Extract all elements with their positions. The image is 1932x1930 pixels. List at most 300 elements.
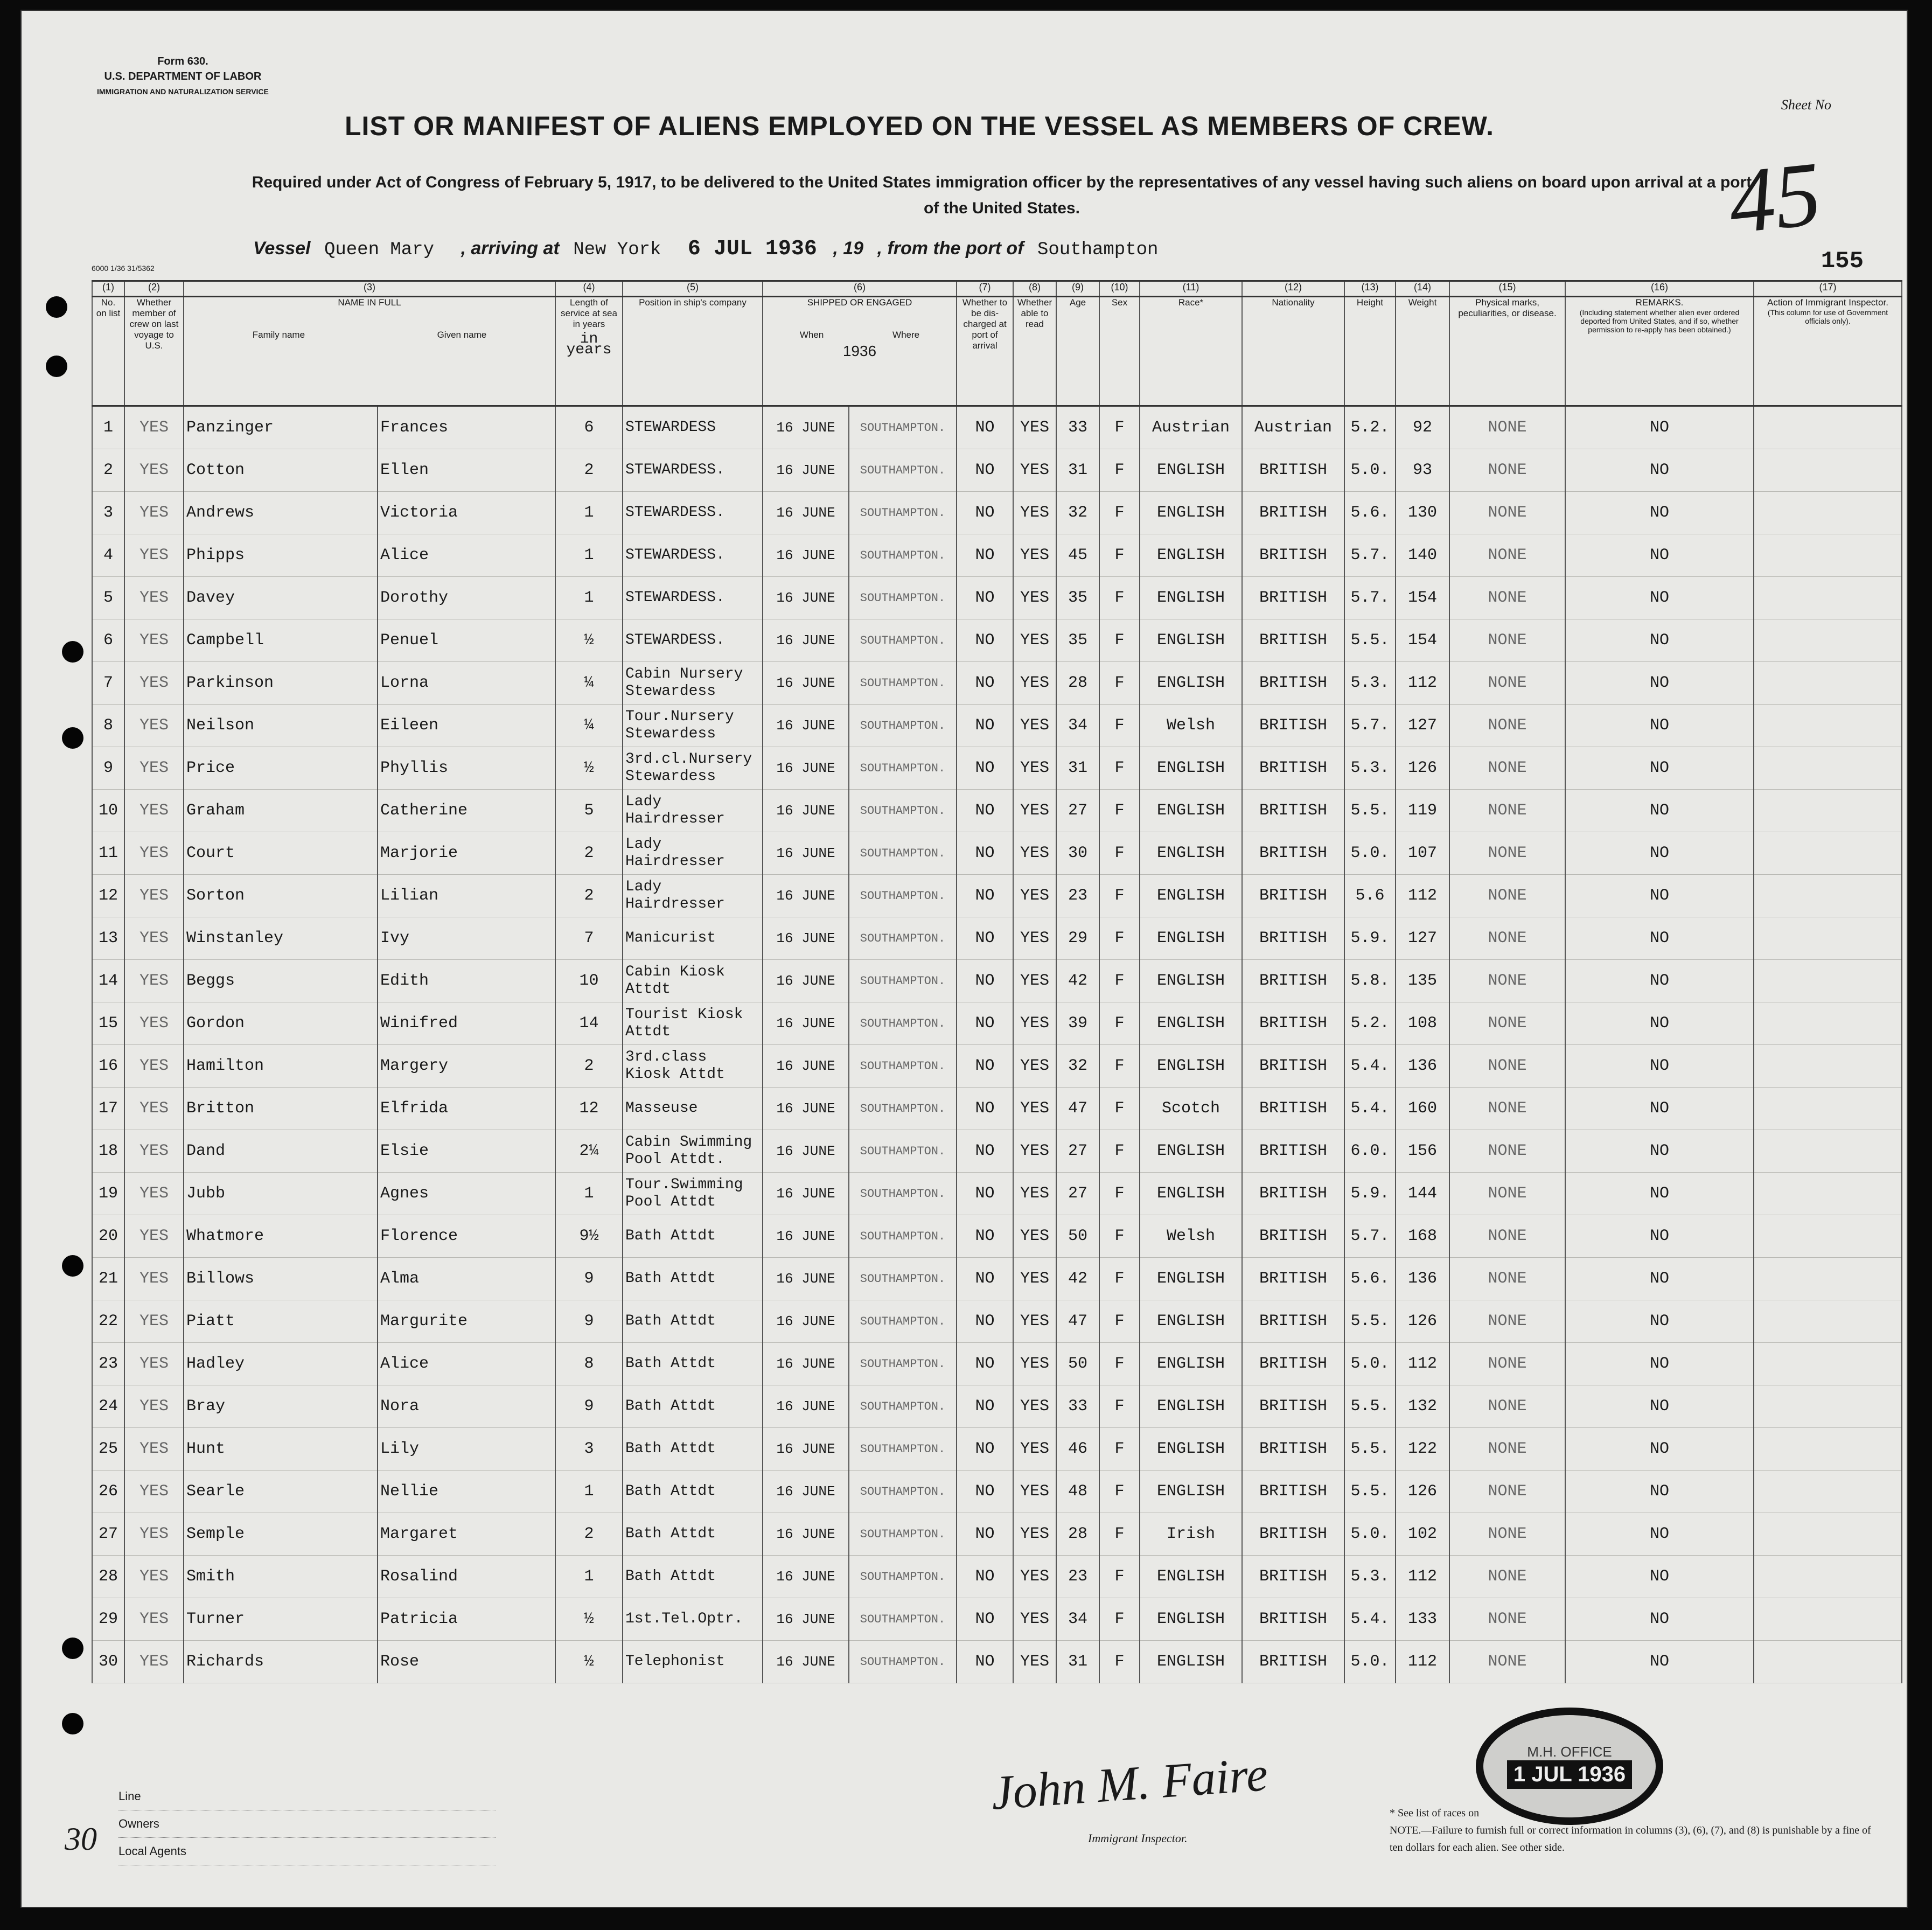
table-row — [92, 406, 1902, 449]
physical-marks: NONE — [1449, 662, 1565, 705]
last-voyage: YES — [124, 1088, 184, 1130]
age: 28 — [1056, 1513, 1099, 1556]
race: Welsh — [1140, 1215, 1242, 1258]
physical-marks: NONE — [1449, 705, 1565, 747]
service-years: 12 — [555, 1088, 623, 1130]
column-label: Whether able to read — [1017, 297, 1052, 329]
engaged-when: 16 JUNE — [763, 790, 849, 832]
sex: F — [1099, 662, 1140, 705]
age: 29 — [1056, 917, 1099, 960]
height: 5.5. — [1344, 1385, 1396, 1428]
family-name: Campbell — [184, 619, 378, 662]
height: 5.3. — [1344, 1556, 1396, 1598]
given-name: Dorothy — [378, 577, 555, 619]
height: 6.0. — [1344, 1130, 1396, 1173]
list-number: 19 — [92, 1173, 124, 1215]
form-number: Form 630. — [157, 55, 208, 67]
height: 5.7. — [1344, 1215, 1396, 1258]
family-name: Panzinger — [184, 406, 378, 449]
inspector-action — [1754, 790, 1902, 832]
remarks: NO — [1565, 917, 1754, 960]
position: Bath Attdt — [623, 1300, 763, 1343]
sex: F — [1099, 705, 1140, 747]
age: 32 — [1056, 492, 1099, 534]
arrival-date: 6 JUL 1936 — [687, 237, 817, 261]
race: Irish — [1140, 1513, 1242, 1556]
column-header — [555, 297, 623, 406]
given-name: Victoria — [378, 492, 555, 534]
position: Cabin Kiosk Attdt — [623, 960, 763, 1002]
last-voyage: YES — [124, 705, 184, 747]
nationality: BRITISH — [1242, 832, 1344, 875]
inspector-action — [1754, 1385, 1902, 1428]
engaged-where: SOUTHAMPTON. — [849, 1300, 957, 1343]
given-name: Margaret — [378, 1513, 555, 1556]
engaged-where: SOUTHAMPTON. — [849, 1428, 957, 1471]
engaged-when: 16 JUNE — [763, 1173, 849, 1215]
binder-hole — [62, 1638, 83, 1659]
column-label: REMARKS. — [1635, 297, 1684, 308]
last-voyage: YES — [124, 492, 184, 534]
list-number: 22 — [92, 1300, 124, 1343]
race: ENGLISH — [1140, 832, 1242, 875]
weight: 126 — [1396, 747, 1449, 790]
physical-marks: NONE — [1449, 1385, 1565, 1428]
engaged-where: SOUTHAMPTON. — [849, 1045, 957, 1088]
family-name: Britton — [184, 1088, 378, 1130]
position: Bath Attdt — [623, 1471, 763, 1513]
from-port: Southampton — [1037, 240, 1159, 260]
remarks: NO — [1565, 449, 1754, 492]
family-name: Court — [184, 832, 378, 875]
sex: F — [1099, 1641, 1140, 1683]
remarks: NO — [1565, 1088, 1754, 1130]
physical-marks: NONE — [1449, 832, 1565, 875]
table-row — [92, 1641, 1902, 1683]
engaged-when: 16 JUNE — [763, 1002, 849, 1045]
position: STEWARDESS. — [623, 449, 763, 492]
position: Manicurist — [623, 917, 763, 960]
remarks: NO — [1565, 1513, 1754, 1556]
family-name: Gordon — [184, 1002, 378, 1045]
last-voyage: YES — [124, 449, 184, 492]
position: Tour.Nursery Stewardess — [623, 705, 763, 747]
race: ENGLISH — [1140, 917, 1242, 960]
page-number: 155 — [1821, 248, 1864, 275]
engaged-when: 16 JUNE — [763, 917, 849, 960]
engaged-when: 16 JUNE — [763, 619, 849, 662]
last-voyage: YES — [124, 1258, 184, 1300]
height: 5.7. — [1344, 534, 1396, 577]
engaged-when: 16 JUNE — [763, 534, 849, 577]
form-code: 6000 1/36 31/5362 — [92, 264, 155, 273]
engaged-where: SOUTHAMPTON. — [849, 1215, 957, 1258]
inspector-action — [1754, 1556, 1902, 1598]
given-name: Catherine — [378, 790, 555, 832]
race: ENGLISH — [1140, 1300, 1242, 1343]
remarks: NO — [1565, 705, 1754, 747]
physical-marks: NONE — [1449, 1045, 1565, 1088]
arriving-label: , arriving at — [461, 238, 560, 259]
service-years: 2 — [555, 1513, 623, 1556]
engaged-where: SOUTHAMPTON. — [849, 747, 957, 790]
table-row — [92, 1343, 1902, 1385]
inspector-action — [1754, 1088, 1902, 1130]
race: ENGLISH — [1140, 1045, 1242, 1088]
height: 5.5. — [1344, 619, 1396, 662]
column-label: Nationality — [1272, 297, 1315, 308]
engaged-when: 16 JUNE — [763, 1556, 849, 1598]
nationality: BRITISH — [1242, 619, 1344, 662]
weight: 144 — [1396, 1173, 1449, 1215]
discharged: NO — [957, 1428, 1013, 1471]
age: 27 — [1056, 790, 1099, 832]
nationality: BRITISH — [1242, 1428, 1344, 1471]
column-number: (15) — [1449, 281, 1565, 297]
column-header — [763, 297, 957, 406]
sex: F — [1099, 492, 1140, 534]
family-name: Andrews — [184, 492, 378, 534]
sex: F — [1099, 875, 1140, 917]
discharged: NO — [957, 1002, 1013, 1045]
last-voyage: YES — [124, 1343, 184, 1385]
engaged-when: 16 JUNE — [763, 406, 849, 449]
last-voyage: YES — [124, 832, 184, 875]
sex: F — [1099, 1045, 1140, 1088]
column-number: (8) — [1013, 281, 1056, 297]
race: Scotch — [1140, 1088, 1242, 1130]
inspector-action — [1754, 1428, 1902, 1471]
column-number: (10) — [1099, 281, 1140, 297]
nationality: BRITISH — [1242, 577, 1344, 619]
engaged-when: 16 JUNE — [763, 832, 849, 875]
nationality: BRITISH — [1242, 1258, 1344, 1300]
engaged-where: SOUTHAMPTON. — [849, 1343, 957, 1385]
race-footnote: * See list of races on — [1390, 1807, 1480, 1819]
engaged-when: 16 JUNE — [763, 960, 849, 1002]
binder-hole — [62, 1255, 83, 1277]
remarks: NO — [1565, 406, 1754, 449]
list-number: 4 — [92, 534, 124, 577]
able-to-read: YES — [1013, 1556, 1056, 1598]
table-row — [92, 705, 1902, 747]
family-name: Graham — [184, 790, 378, 832]
table-row — [92, 747, 1902, 790]
family-name: Price — [184, 747, 378, 790]
binder-hole — [46, 296, 67, 318]
sex: F — [1099, 1385, 1140, 1428]
stamp-top: M.H. OFFICE — [1527, 1744, 1612, 1760]
sex: F — [1099, 1173, 1140, 1215]
vessel-name: Queen Mary — [324, 240, 434, 260]
remarks: NO — [1565, 492, 1754, 534]
inspector-action — [1754, 875, 1902, 917]
last-voyage: YES — [124, 1513, 184, 1556]
sex: F — [1099, 1002, 1140, 1045]
physical-marks: NONE — [1449, 577, 1565, 619]
able-to-read: YES — [1013, 1258, 1056, 1300]
service-years: 2 — [555, 1045, 623, 1088]
height: 5.4. — [1344, 1045, 1396, 1088]
engaged-when: 16 JUNE — [763, 1300, 849, 1343]
able-to-read: YES — [1013, 832, 1056, 875]
column-label: Race* — [1178, 297, 1204, 308]
table-row — [92, 1428, 1902, 1471]
column-header — [623, 297, 763, 406]
age: 35 — [1056, 577, 1099, 619]
given-name: Agnes — [378, 1173, 555, 1215]
position: Bath Attdt — [623, 1215, 763, 1258]
sex: F — [1099, 832, 1140, 875]
age: 31 — [1056, 449, 1099, 492]
position: Tour.Swimming Pool Attdt — [623, 1173, 763, 1215]
age: 48 — [1056, 1471, 1099, 1513]
height: 5.4. — [1344, 1598, 1396, 1641]
position: Bath Attdt — [623, 1385, 763, 1428]
inspector-action — [1754, 1598, 1902, 1641]
height: 5.0. — [1344, 1513, 1396, 1556]
column-header — [1754, 297, 1902, 406]
list-number: 21 — [92, 1258, 124, 1300]
when-year: 1936 — [842, 343, 877, 359]
engaged-where: SOUTHAMPTON. — [849, 875, 957, 917]
age: 50 — [1056, 1215, 1099, 1258]
inspector-action — [1754, 1343, 1902, 1385]
physical-marks: NONE — [1449, 1343, 1565, 1385]
last-voyage: YES — [124, 662, 184, 705]
weight: 107 — [1396, 832, 1449, 875]
engaged-where: SOUTHAMPTON. — [849, 534, 957, 577]
weight: 136 — [1396, 1045, 1449, 1088]
last-voyage: YES — [124, 960, 184, 1002]
age: 35 — [1056, 619, 1099, 662]
binder-hole — [62, 727, 83, 749]
column-label: Weight — [1408, 297, 1437, 308]
able-to-read: YES — [1013, 960, 1056, 1002]
service-years: 10 — [555, 960, 623, 1002]
nationality: Austrian — [1242, 406, 1344, 449]
list-number: 13 — [92, 917, 124, 960]
remarks: NO — [1565, 534, 1754, 577]
family-name: Neilson — [184, 705, 378, 747]
column-header — [1242, 297, 1344, 406]
nationality: BRITISH — [1242, 1513, 1344, 1556]
list-number: 25 — [92, 1428, 124, 1471]
able-to-read: YES — [1013, 1088, 1056, 1130]
table-row — [92, 832, 1902, 875]
nationality: BRITISH — [1242, 960, 1344, 1002]
stamp-date: 1 JUL 1936 — [1507, 1760, 1632, 1789]
engaged-when: 16 JUNE — [763, 1045, 849, 1088]
able-to-read: YES — [1013, 406, 1056, 449]
last-voyage: YES — [124, 619, 184, 662]
vessel-line — [253, 237, 1815, 261]
remarks: NO — [1565, 1385, 1754, 1428]
column-header — [1565, 297, 1754, 406]
physical-marks: NONE — [1449, 1300, 1565, 1343]
footer-fields — [118, 1783, 496, 1865]
able-to-read: YES — [1013, 619, 1056, 662]
race: ENGLISH — [1140, 1598, 1242, 1641]
weight: 135 — [1396, 960, 1449, 1002]
last-voyage: YES — [124, 1215, 184, 1258]
height: 5.3. — [1344, 747, 1396, 790]
crew-manifest-table — [92, 280, 1902, 1683]
sex: F — [1099, 1088, 1140, 1130]
signature-caption: Immigrant Inspector. — [1088, 1831, 1188, 1845]
able-to-read: YES — [1013, 1385, 1056, 1428]
nationality: BRITISH — [1242, 449, 1344, 492]
nationality: BRITISH — [1242, 1215, 1344, 1258]
table-row — [92, 1598, 1902, 1641]
document-title: LIST OR MANIFEST OF ALIENS EMPLOYED ON THE VESSEL AS MEMBERS OF CREW. — [345, 111, 1494, 141]
binder-hole — [62, 641, 83, 663]
list-number: 2 — [92, 449, 124, 492]
column-label: SHIPPED OR ENGAGED — [807, 297, 912, 308]
physical-marks: NONE — [1449, 1513, 1565, 1556]
discharged: NO — [957, 917, 1013, 960]
service-years: 9 — [555, 1385, 623, 1428]
engaged-when: 16 JUNE — [763, 747, 849, 790]
height: 5.7. — [1344, 705, 1396, 747]
remarks: NO — [1565, 1300, 1754, 1343]
column-note: (Including statement whether alien ever ordered deported from United States, and if so, whether permission to re-apply has been obtained.) — [1579, 308, 1740, 334]
remarks: NO — [1565, 875, 1754, 917]
engaged-when: 16 JUNE — [763, 1641, 849, 1683]
engaged-when: 16 JUNE — [763, 1513, 849, 1556]
family-name: Smith — [184, 1556, 378, 1598]
discharged: NO — [957, 1556, 1013, 1598]
race: ENGLISH — [1140, 449, 1242, 492]
service-years: ½ — [555, 1598, 623, 1641]
list-number: 6 — [92, 619, 124, 662]
table-row — [92, 1513, 1902, 1556]
able-to-read: YES — [1013, 1130, 1056, 1173]
given-name: Nora — [378, 1385, 555, 1428]
service-years: 14 — [555, 1002, 623, 1045]
age: 46 — [1056, 1428, 1099, 1471]
sex: F — [1099, 1258, 1140, 1300]
discharged: NO — [957, 1258, 1013, 1300]
service-years: 1 — [555, 492, 623, 534]
weight: 168 — [1396, 1215, 1449, 1258]
race: ENGLISH — [1140, 1173, 1242, 1215]
age: 34 — [1056, 705, 1099, 747]
inspector-action — [1754, 1215, 1902, 1258]
list-number: 24 — [92, 1385, 124, 1428]
remarks: NO — [1565, 1641, 1754, 1683]
nationality: BRITISH — [1242, 1343, 1344, 1385]
given-name: Marjorie — [378, 832, 555, 875]
table-row — [92, 1215, 1902, 1258]
height: 5.0. — [1344, 1641, 1396, 1683]
table-row — [92, 790, 1902, 832]
table-row — [92, 577, 1902, 619]
sex: F — [1099, 1343, 1140, 1385]
engaged-when: 16 JUNE — [763, 1130, 849, 1173]
family-name: Hunt — [184, 1428, 378, 1471]
remarks: NO — [1565, 1471, 1754, 1513]
column-subheader: Family name — [252, 330, 305, 340]
list-number: 10 — [92, 790, 124, 832]
age: 31 — [1056, 747, 1099, 790]
age: 27 — [1056, 1130, 1099, 1173]
inspector-action — [1754, 1173, 1902, 1215]
table-row — [92, 1300, 1902, 1343]
given-name: Ivy — [378, 917, 555, 960]
position: STEWARDESS. — [623, 577, 763, 619]
family-name: Sorton — [184, 875, 378, 917]
able-to-read: YES — [1013, 917, 1056, 960]
given-name: Margery — [378, 1045, 555, 1088]
column-number: (11) — [1140, 281, 1242, 297]
column-label: NAME IN FULL — [338, 297, 401, 308]
inspector-action — [1754, 1130, 1902, 1173]
engaged-where: SOUTHAMPTON. — [849, 1088, 957, 1130]
nationality: BRITISH — [1242, 1598, 1344, 1641]
engaged-where: SOUTHAMPTON. — [849, 705, 957, 747]
engaged-when: 16 JUNE — [763, 1343, 849, 1385]
engaged-when: 16 JUNE — [763, 577, 849, 619]
inspector-action — [1754, 705, 1902, 747]
column-number: (5) — [623, 281, 763, 297]
age: 32 — [1056, 1045, 1099, 1088]
form-header — [97, 54, 269, 99]
column-number: (6) — [763, 281, 957, 297]
fine-note: NOTE.—Failure to furnish full or correct information in columns (3), (6), (7), and (8) is punishable by a fine of ten dollars for each alien. See other side. — [1390, 1824, 1871, 1854]
position: Bath Attdt — [623, 1258, 763, 1300]
discharged: NO — [957, 492, 1013, 534]
age: 47 — [1056, 1088, 1099, 1130]
nationality: BRITISH — [1242, 534, 1344, 577]
table-row — [92, 1385, 1902, 1428]
given-name: Alice — [378, 534, 555, 577]
able-to-read: YES — [1013, 1300, 1056, 1343]
physical-marks: NONE — [1449, 534, 1565, 577]
weight: 154 — [1396, 577, 1449, 619]
discharged: NO — [957, 1130, 1013, 1173]
position: Lady Hairdresser — [623, 790, 763, 832]
race: ENGLISH — [1140, 577, 1242, 619]
column-header — [92, 297, 124, 406]
service-years: ½ — [555, 619, 623, 662]
weight: 132 — [1396, 1385, 1449, 1428]
nationality: BRITISH — [1242, 875, 1344, 917]
remarks: NO — [1565, 1556, 1754, 1598]
position: Lady Hairdresser — [623, 832, 763, 875]
remarks: NO — [1565, 1598, 1754, 1641]
table-row — [92, 492, 1902, 534]
height: 5.3. — [1344, 662, 1396, 705]
sex: F — [1099, 1428, 1140, 1471]
able-to-read: YES — [1013, 1343, 1056, 1385]
age: 34 — [1056, 1598, 1099, 1641]
list-number: 7 — [92, 662, 124, 705]
able-to-read: YES — [1013, 1513, 1056, 1556]
service-years: 1 — [555, 1173, 623, 1215]
engaged-when: 16 JUNE — [763, 1258, 849, 1300]
family-name: Semple — [184, 1513, 378, 1556]
table-row — [92, 1173, 1902, 1215]
family-name: Winstanley — [184, 917, 378, 960]
column-subheader: Given name — [437, 330, 487, 340]
weight: 130 — [1396, 492, 1449, 534]
engaged-where: SOUTHAMPTON. — [849, 1641, 957, 1683]
service: IMMIGRATION AND NATURALIZATION SERVICE — [97, 87, 269, 96]
nationality: BRITISH — [1242, 1385, 1344, 1428]
height: 5.5. — [1344, 1300, 1396, 1343]
remarks: NO — [1565, 747, 1754, 790]
